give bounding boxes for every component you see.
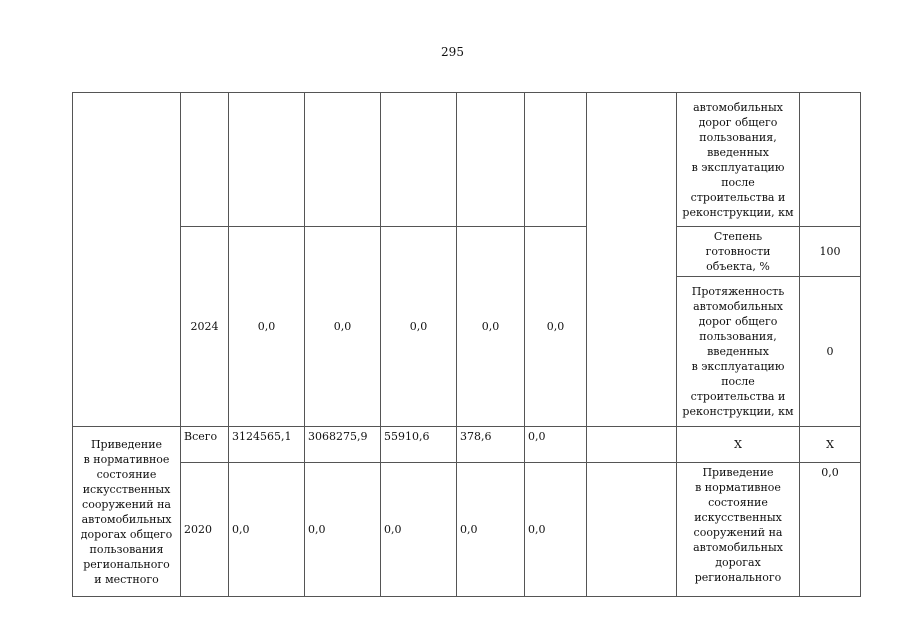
value-cell: 0,0 bbox=[525, 227, 587, 427]
indicator-cell: Протяженность автомобильных дорог общего пользования, введенных в эксплуатацию после строительства и реконструкции, км bbox=[677, 277, 800, 427]
note-cell bbox=[587, 463, 677, 597]
indicator-value-cell bbox=[800, 93, 861, 227]
value-cell bbox=[229, 93, 305, 227]
table-row bbox=[73, 463, 861, 597]
value-cell: 0,0 bbox=[457, 463, 525, 597]
table-row bbox=[73, 227, 861, 277]
indicator-value-cell: 100 bbox=[800, 227, 861, 277]
value-cell: 0,0 bbox=[305, 463, 381, 597]
data-table bbox=[72, 92, 861, 597]
indicator-cell: автомобильных дорог общего пользования, введенных в эксплуатацию после строительства и реконструкции, км bbox=[677, 93, 800, 227]
year-cell: Всего bbox=[181, 427, 229, 463]
value-cell: 0,0 bbox=[305, 227, 381, 427]
value-cell: 0,0 bbox=[229, 463, 305, 597]
year-cell bbox=[181, 93, 229, 227]
value-cell: 0,0 bbox=[381, 463, 457, 597]
note-cell bbox=[587, 427, 677, 463]
table-row bbox=[73, 93, 861, 227]
value-cell bbox=[305, 93, 381, 227]
indicator-value-cell: 0,0 bbox=[800, 463, 861, 597]
name-cell: Приведение в нормативное состояние искусственных сооружений на автомобильных дорогах общего пользования регионального и местного bbox=[73, 427, 181, 597]
value-cell: 0,0 bbox=[229, 227, 305, 427]
name-cell bbox=[73, 277, 181, 427]
value-cell: 0,0 bbox=[525, 463, 587, 597]
value-cell: 3124565,1 bbox=[229, 427, 305, 463]
indicator-cell: Х bbox=[677, 427, 800, 463]
value-cell: 378,6 bbox=[457, 427, 525, 463]
value-cell bbox=[381, 93, 457, 227]
indicator-cell: Приведение в нормативное состояние искусственных сооружений на автомобильных дорогах регионального bbox=[677, 463, 800, 597]
value-cell: 0,0 bbox=[457, 227, 525, 427]
value-cell bbox=[457, 93, 525, 227]
value-cell: 0,0 bbox=[525, 427, 587, 463]
indicator-value-cell: 0 bbox=[800, 277, 861, 427]
value-cell: 0,0 bbox=[381, 227, 457, 427]
year-cell: 2020 bbox=[181, 463, 229, 597]
note-cell bbox=[587, 93, 677, 427]
indicator-value-cell: Х bbox=[800, 427, 861, 463]
table-row bbox=[73, 427, 861, 463]
name-cell bbox=[73, 93, 181, 277]
year-cell: 2024 bbox=[181, 227, 229, 427]
page-number: 295 bbox=[441, 45, 464, 59]
value-cell: 55910,6 bbox=[381, 427, 457, 463]
value-cell bbox=[525, 93, 587, 227]
value-cell: 3068275,9 bbox=[305, 427, 381, 463]
indicator-cell: Степень готовности объекта, % bbox=[677, 227, 800, 277]
